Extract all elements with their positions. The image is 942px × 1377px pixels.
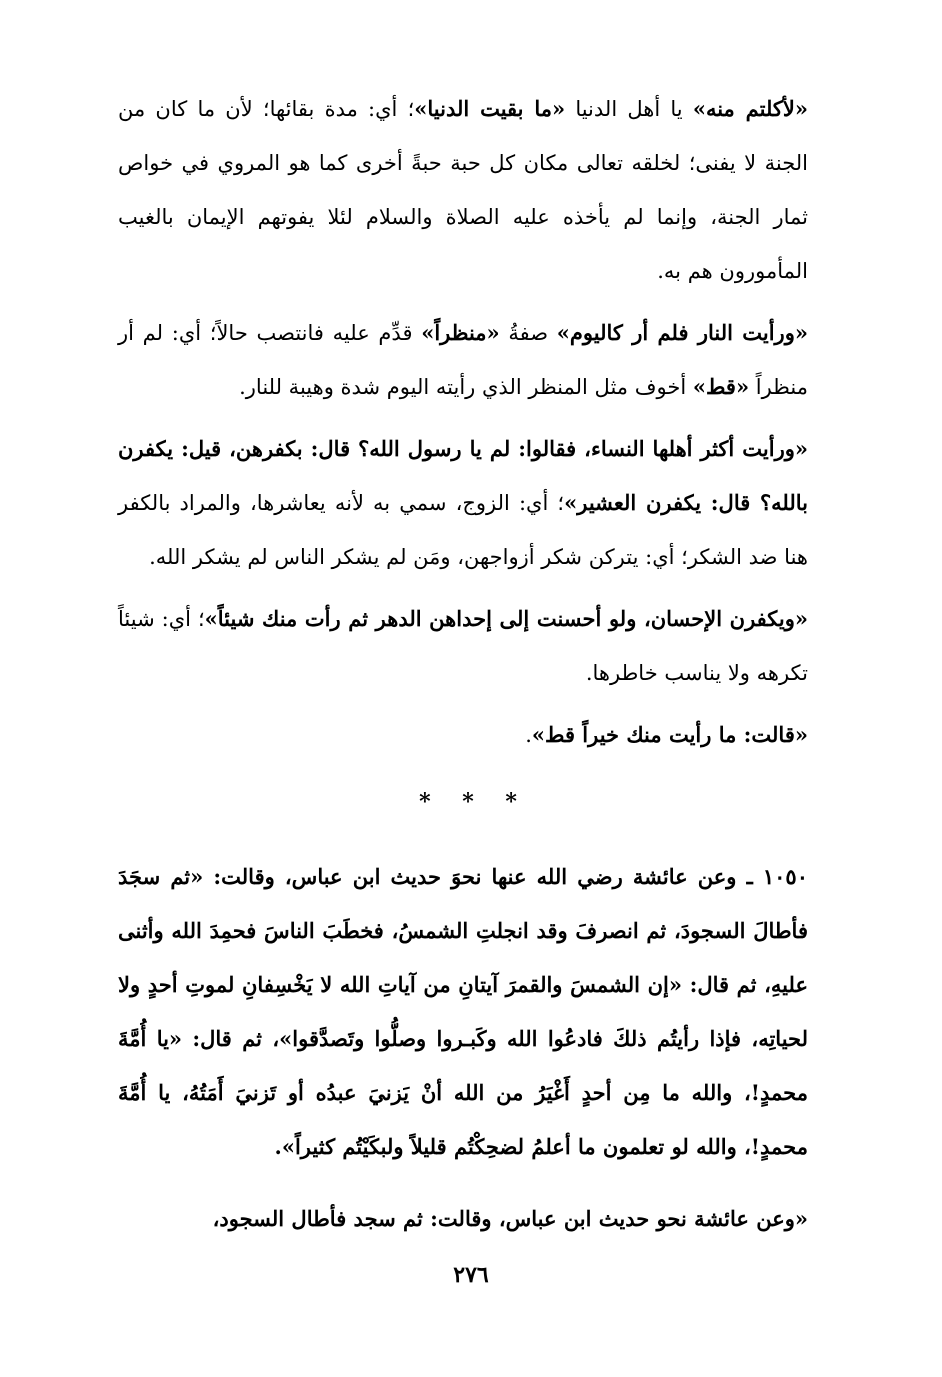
commentary-paragraph-4 <box>118 592 830 700</box>
hadith-text: ١٠٥٠ ـ وعن عائشة رضي الله عنها نحوَ حديث ابن عباس، وقالت: «ثم سجَدَ فأطالَ السجودَ، ثم انصرفَ وقد انجلتِ الشمسُ، فخطَبَ الناسَ فحمِدَ الله وأثنى عليهِ، ثم قال: «إن الشمسَ والقمرَ آيتانِ من آياتِ الله لا يَخْسِفانِ لموتِ أحدٍ ولا لحياتِه، فإذا رأيتُم ذلكَ فادعُوا الله وكَبـروا وصلُّوا وتَصدَّقوا»، ثم قال: «يا أُمَّةَ محمدٍ!، والله ما مِن أحدٍ أَغْيَرُ من الله أنْ يَزنيَ عبدُه أو تَزنيَ أَمَتُهُ، يا أُمَّةَ محمدٍ!، والله لو تعلمون ما أعلمُ لضحِكْتُم قليلاً ولبكَيْتُم كثيراً». <box>118 864 808 1159</box>
quoted-text-segment: «ما بقيت الدنيا» <box>414 96 566 121</box>
quoted-text-segment: «قالت: ما رأيت منك خيراً قط» <box>531 722 808 747</box>
commentary-text-segment: قدِّم عليه فانتصب حالاً؛ أي: لم أر منظراً <box>118 321 808 399</box>
commentary-text-segment: ؛ أي: شيئاً تكرهه ولا يناسب خاطرها. <box>118 607 808 685</box>
quoted-text-segment: «قط» <box>692 374 750 399</box>
commentary-text-segment: ؛ أي: مدة بقائها؛ لأن ما كان من الجنة لا يفنى؛ لخلقه تعالى مكان كل حبة حبةً أخرى كما هو المروي في خواص ثمار الجنة، وإنما لم يأخذه عليه الصلاة والسلام لئلا يفوتهم الإيمان بالغيب المأمورون هم به. <box>118 97 808 283</box>
page-body <box>118 82 830 1254</box>
commentary-text-segment: أخوف مثل المنظر الذي رأيته اليوم شدة وهيبة للنار. <box>239 375 693 399</box>
commentary-text-segment: يا أهل الدنيا <box>565 97 693 121</box>
quoted-text-segment: «ورأيت أكثر أهلها النساء، فقالوا: لم يا رسول الله؟ قال: بكفرهن، قيل: يكفرن بالله؟ قال: يكفرن العشير» <box>118 436 808 515</box>
quoted-text-segment: «لأكلتم منه» <box>692 96 808 121</box>
quoted-text-segment: «منظراً» <box>421 320 500 345</box>
quoted-text-segment: «ويكفرن الإحسان، ولو أحسنت إلى إحداهن الدهر ثم رأت منك شيئاً» <box>204 606 809 631</box>
commentary-paragraph-1 <box>118 82 830 298</box>
quoted-text-segment: «وعن عائشة نحو حديث ابن عباس، وقالت: ثم سجد فأطال السجود، <box>212 1206 808 1231</box>
section-separator: * * * <box>419 789 529 815</box>
commentary-text-segment: ؛ أي: الزوج، سمي به لأنه يعاشرها، والمراد بالكفر هنا ضد الشكر؛ أي: يتركن شكر أزواجهن، ومَن لم يشكر الناس لم يشكر الله. <box>118 491 808 569</box>
page-number: ٢٧٦ <box>453 1262 489 1288</box>
commentary-paragraph-3 <box>118 422 830 584</box>
commentary-text-segment: . <box>525 723 532 747</box>
quoted-text-segment: «ورأيت النار فلم أر كاليوم» <box>556 320 808 345</box>
commentary-paragraph-6 <box>118 1192 830 1246</box>
commentary-paragraph-2 <box>118 306 830 414</box>
commentary-text-segment: صفةُ <box>499 321 557 345</box>
commentary-paragraph-5 <box>118 708 830 762</box>
